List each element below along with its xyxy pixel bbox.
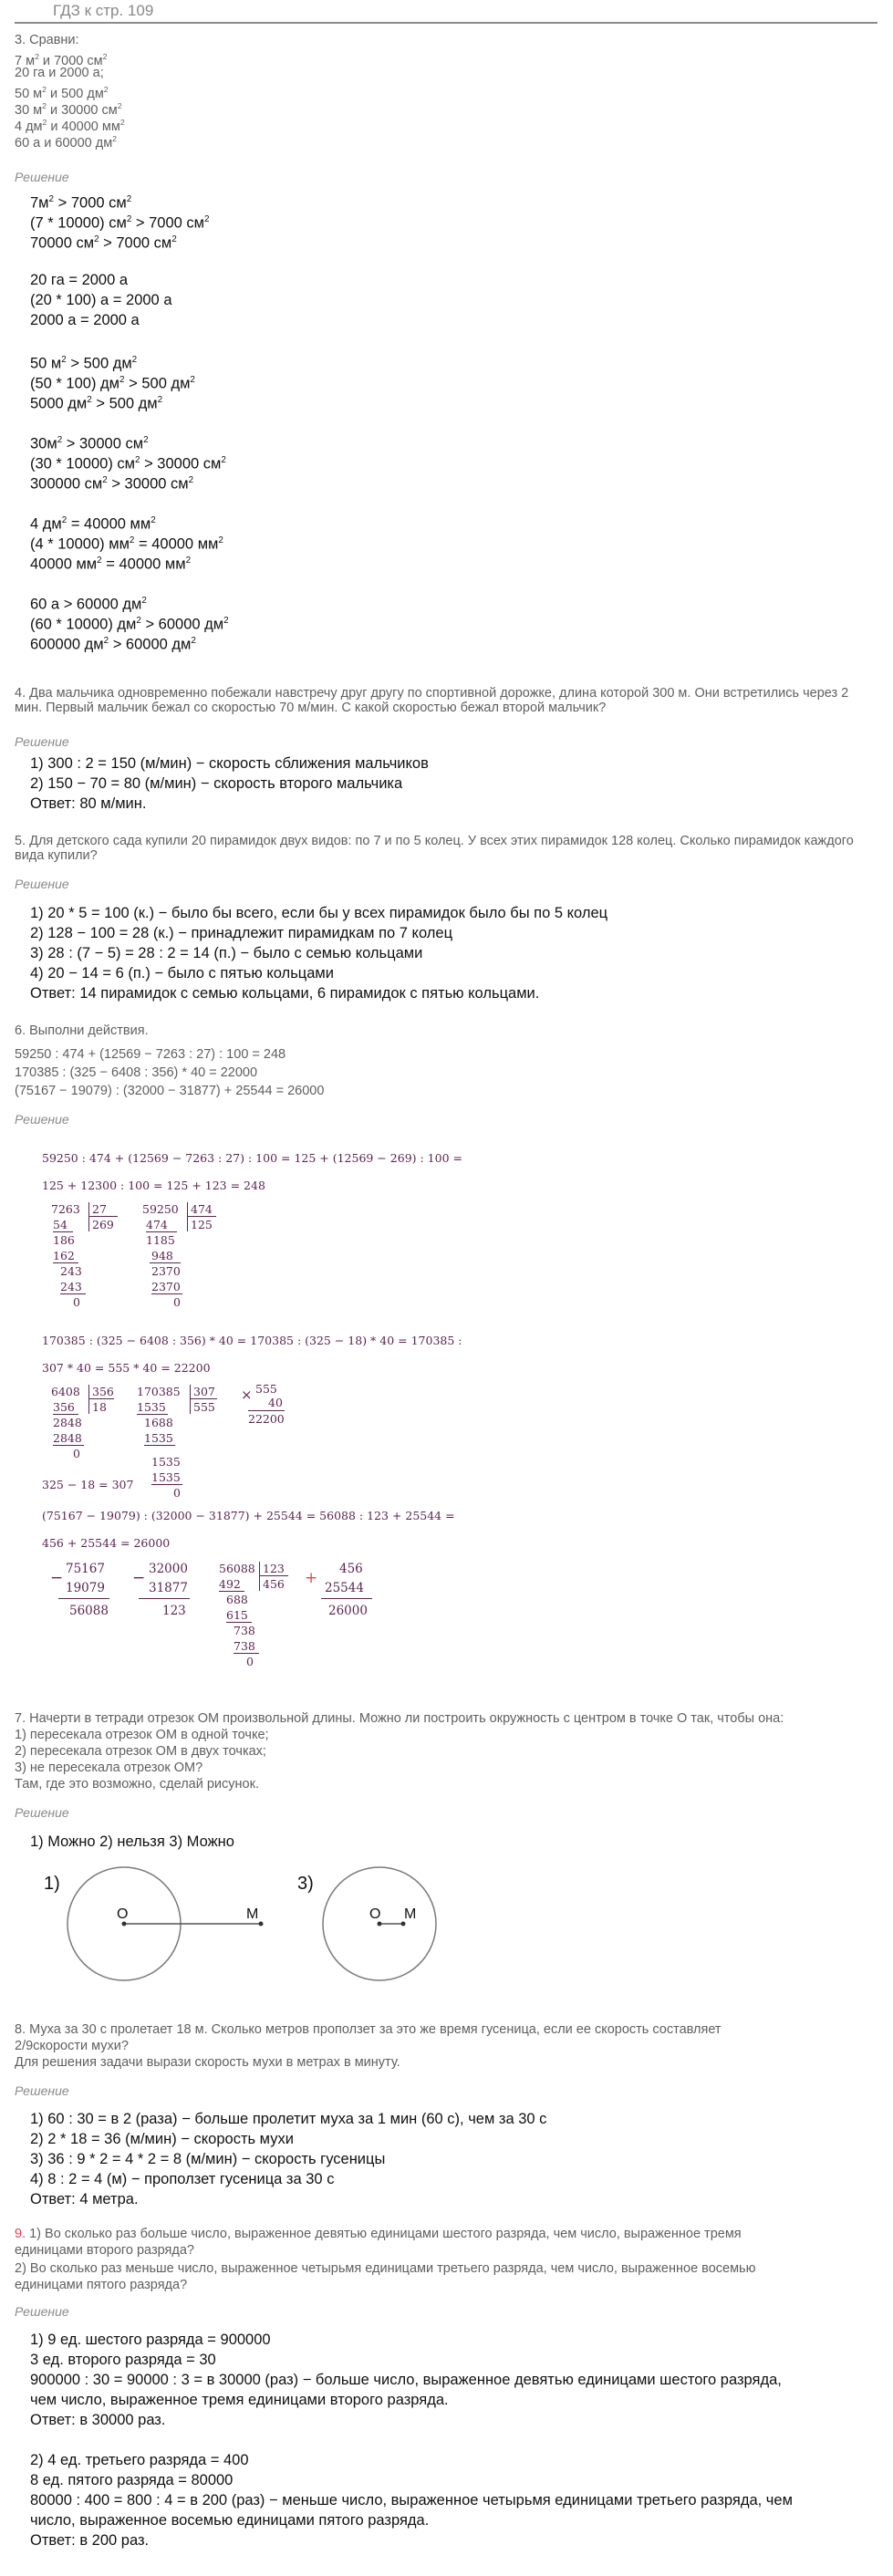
task9-text: единицами второго разряда? (15, 2243, 194, 2258)
superscript: 2 (135, 455, 140, 465)
times-sign: × (241, 1387, 253, 1403)
divisor: 474 (191, 1202, 213, 1216)
difference: 56088 (69, 1604, 109, 1618)
text: 30м (30, 435, 57, 452)
text: 20 га и 2000 а; (15, 66, 104, 80)
text: > 30000 см (107, 475, 189, 493)
step: 1688 (144, 1416, 173, 1429)
plus-sign: + (305, 1569, 318, 1587)
task4-solution-line: 2) 150 − 70 = 80 (м/мин) − скорость второго мальчика (30, 775, 403, 792)
superscript: 2 (102, 475, 108, 485)
text: (7 * 10000) см (30, 214, 127, 232)
dividend: 6408 (51, 1385, 80, 1398)
task3-item (15, 66, 104, 80)
sum: 26000 (328, 1604, 368, 1618)
task5-text: 5. Для детского сада купили 20 пирамидок двух видов: по 7 и по 5 колец. У всех этих пирамидок 128 колец. Сколько пирамидок каждого вида купили? (15, 834, 854, 863)
text: 7 м (15, 53, 36, 68)
dividend: 170385 (137, 1385, 181, 1398)
text: 300000 см (30, 475, 103, 493)
task3-solution-line (30, 310, 140, 330)
step: 1535 (144, 1431, 173, 1445)
text: 70000 см (30, 234, 95, 252)
task8-solution-line: 2) 2 * 18 = 36 (м/мин) − скорость мухи (30, 2131, 294, 2147)
superscript: 2 (218, 535, 223, 545)
text: 40000 мм (30, 556, 98, 573)
text: 600000 дм (30, 636, 104, 653)
task3-solution-line (30, 390, 162, 414)
text: 30 м (15, 102, 43, 118)
solution-label: Решение (15, 734, 69, 749)
task9-number: 9. (15, 2227, 26, 2241)
superscript: 2 (204, 214, 210, 224)
minus-sign: − (50, 1569, 64, 1587)
superscript: 2 (103, 85, 109, 94)
hw-line: 59250 : 474 + (12569 − 7263 : 27) : 100 = 125 + (12569 − 269) : 100 = (42, 1151, 462, 1165)
hw-line: 170385 : (325 − 6408 : 356) * 40 = 170385 : (325 − 18) * 40 = 170385 : (42, 1334, 462, 1347)
hw-line: 307 * 40 = 555 * 40 = 22200 (42, 1361, 211, 1375)
task3-solution-line (30, 270, 128, 290)
task9-solution-line: 80000 : 400 = 800 : 4 = в 200 (раз) − меньше число, выраженное четырьмя единицами третьего разряда, чем (30, 2492, 793, 2508)
superscript: 2 (48, 194, 55, 204)
step: 738 (234, 1639, 255, 1653)
text: 5000 дм (30, 395, 88, 412)
task8-solution-line: 3) 36 : 9 * 2 = 4 * 2 = 8 (м/мин) − скорость гусеницы (30, 2151, 386, 2167)
task4-solution-line: 1) 300 : 2 = 150 (м/мин) − скорость сближения мальчиков (30, 755, 429, 772)
task4-answer: Ответ: 80 м/мин. (30, 795, 147, 812)
step: 0 (246, 1655, 254, 1668)
text: 60 а и 60000 дм (15, 135, 113, 151)
dividend: 59250 (142, 1202, 179, 1216)
step: 2848 (53, 1416, 82, 1429)
dividend: 56088 (219, 1562, 255, 1575)
task9-solution-line: число, выраженное восемью единицами пятого разряда. (30, 2512, 430, 2529)
task8-text: Для решения задачи вырази скорость мухи в метрах в минуту. (15, 2055, 400, 2070)
text: > 7000 см (131, 214, 205, 232)
step: 1185 (146, 1233, 175, 1247)
task9-answer: Ответ: в 30000 раз. (30, 2412, 166, 2428)
figure-label: 1) (44, 1874, 60, 1894)
point-m: М (404, 1906, 417, 1922)
text: (60 * 10000) дм (30, 616, 137, 633)
superscript: 2 (190, 375, 195, 385)
text: 4 дм (30, 515, 62, 533)
text: 50 м (15, 86, 43, 101)
divisor: 27 (92, 1202, 107, 1216)
superscript: 2 (35, 52, 39, 61)
task6-item: 59250 : 474 + (12569 − 7263 : 27) : 100 = 248 (15, 1047, 286, 1062)
step: 2848 (53, 1431, 82, 1445)
quotient: 18 (92, 1400, 107, 1414)
text: = 40000 мм (67, 515, 151, 533)
step: 243 (60, 1280, 82, 1293)
task7-text: 1) пересекала отрезок ОМ в одной точке; (15, 1728, 269, 1742)
text: 7м (30, 194, 49, 212)
superscript: 2 (131, 355, 138, 365)
solution-label: Решение (15, 2304, 69, 2319)
task7-answer: 1) Можно 2) нельзя 3) Можно (30, 1833, 234, 1850)
task9-solution-line: 2) 4 ед. третьего разряда = 400 (30, 2452, 249, 2468)
circle-diagram-1 (64, 1861, 283, 1989)
minuend: 75167 (66, 1562, 105, 1576)
point-o: О (369, 1906, 381, 1922)
superscript: 2 (126, 194, 132, 204)
step: 0 (73, 1295, 80, 1309)
task8-solution-line: 4) 8 : 2 = 4 (м) − проползет гусеница за 30 с (30, 2171, 335, 2187)
text: > 30000 см (140, 455, 222, 473)
step: 948 (151, 1249, 173, 1262)
task7-text: 7. Начерти в тетради отрезок ОМ произвольной длины. Можно ли построить окружность с центром в точке О так, чтобы она: (15, 1711, 784, 1726)
task3-solution-line (30, 230, 177, 254)
text: 2000 а = 2000 а (30, 312, 140, 328)
text: > 500 дм (66, 355, 132, 372)
task5-solution-line: 4) 20 − 14 = 6 (п.) − было с пятью кольцами (30, 965, 334, 982)
task8-solution-line: 1) 60 : 30 = в 2 (раза) − больше пролетит муха за 1 мин (60 с), чем за 30 с (30, 2111, 547, 2127)
quotient: 125 (191, 1218, 213, 1231)
quotient: 456 (263, 1577, 285, 1591)
hw-line: 325 − 18 = 307 (42, 1478, 134, 1491)
task9-text: единицами пятого разряда? (15, 2278, 188, 2292)
step: 243 (60, 1264, 82, 1278)
dividend: 7263 (51, 1202, 80, 1216)
hw-line: 125 + 12300 : 100 = 125 + 123 = 248 (42, 1179, 265, 1192)
superscript: 2 (42, 85, 47, 94)
task4-text: 4. Два мальчика одновременно побежали навстречу друг другу по спортивной дорожке, длина которой 300 м. Они встретились через 2 мин. Первый мальчик бежал со скоростью 70 м/мин. С какой скоростью бежал второй мальчик? (15, 686, 849, 715)
text: (20 * 100) а = 2000 а (30, 292, 172, 308)
text: > 60000 дм (109, 636, 192, 653)
task9-solution-line: 8 ед. пятого разряда = 80000 (30, 2472, 234, 2488)
text: (50 * 100) дм (30, 375, 120, 392)
superscript: 2 (87, 395, 92, 405)
step: 186 (53, 1233, 75, 1247)
divisor: 307 (193, 1385, 215, 1398)
superscript: 2 (126, 214, 132, 224)
superscript: 2 (61, 355, 67, 365)
superscript: 2 (171, 234, 177, 244)
superscript: 2 (191, 636, 196, 646)
step: 2370 (151, 1264, 181, 1278)
text: 20 га = 2000 а (30, 272, 129, 288)
circle-diagram-3 (319, 1861, 447, 1989)
step: 738 (234, 1624, 255, 1637)
solution-label: Решение (15, 877, 69, 891)
task3-solution-line (30, 631, 196, 655)
text: > 7000 см (54, 194, 127, 212)
step: 0 (173, 1486, 181, 1500)
superscript: 2 (42, 101, 47, 110)
superscript: 2 (119, 375, 125, 385)
task9-solution-line: 3 ед. второго разряда = 30 (30, 2352, 216, 2368)
step: 615 (226, 1608, 248, 1622)
task3-title: 3. Сравни: (15, 33, 79, 47)
subtrahend: 31877 (149, 1581, 188, 1595)
text: и 7000 см (38, 53, 103, 68)
hw-line: (75167 − 19079) : (32000 − 31877) + 25544 = 56088 : 123 + 25544 = (42, 1509, 455, 1522)
step: 54 (53, 1218, 67, 1231)
text: и 500 дм (46, 86, 104, 101)
task7-text: 3) не пересекала отрезок ОМ? (15, 1761, 203, 1775)
text: и 30000 см (46, 102, 118, 118)
divisor: 123 (263, 1562, 285, 1575)
factor: 40 (268, 1396, 283, 1409)
task9-solution-line: 1) 9 ед. шестого разряда = 900000 (30, 2332, 271, 2348)
task9-answer: Ответ: в 200 раз. (30, 2532, 150, 2549)
superscript: 2 (185, 556, 192, 566)
superscript: 2 (221, 455, 226, 465)
point-m: М (246, 1906, 259, 1922)
superscript: 2 (94, 234, 99, 244)
superscript: 2 (112, 134, 118, 143)
superscript: 2 (103, 636, 109, 646)
task5-solution-line: 2) 128 − 100 = 28 (к.) − принадлежит пирамидкам по 7 колец (30, 925, 453, 941)
step: 474 (146, 1218, 168, 1231)
solution-label: Решение (15, 1112, 69, 1127)
superscript: 2 (157, 395, 163, 405)
text: 60 а > 60000 дм (30, 596, 142, 613)
step: 1535 (151, 1455, 181, 1469)
task9-question-1: 1) Во сколько раз больше число, выраженное девятью единицами шестого разряда, чем число, выраженное тремя (26, 2227, 742, 2241)
task9-text: 2) Во сколько раз меньше число, выраженное четырьмя единицами третьего разряда, чем число, выраженное восемью (15, 2261, 756, 2276)
difference: 123 (162, 1604, 186, 1618)
task3-item (15, 131, 117, 151)
text: 4 дм (15, 119, 43, 134)
step: 688 (226, 1593, 248, 1606)
text: > 7000 см (99, 234, 172, 252)
hw-line: 456 + 25544 = 26000 (42, 1536, 171, 1550)
step: 492 (219, 1577, 241, 1591)
text: (4 * 10000) мм (30, 535, 130, 553)
task7-text: 2) пересекала отрезок ОМ в двух точках; (15, 1744, 266, 1759)
superscript: 2 (223, 616, 229, 626)
superscript: 2 (117, 101, 122, 110)
superscript: 2 (119, 118, 125, 127)
superscript: 2 (151, 515, 156, 525)
task7-text: Там, где это возможно, сделай рисунок. (15, 1777, 259, 1792)
task8-text: 8. Муха за 30 с пролетает 18 м. Сколько метров проползет за это же время гусеница, если ее скорость составляет (15, 2022, 722, 2037)
divisor: 356 (92, 1385, 114, 1398)
solution-label: Решение (15, 2083, 69, 2098)
addend: 25544 (325, 1581, 364, 1595)
text: > 500 дм (91, 395, 158, 412)
page-header (15, 0, 877, 24)
text: (30 * 10000) см (30, 455, 135, 473)
superscript: 2 (141, 596, 147, 606)
addend: 456 (339, 1562, 363, 1576)
superscript: 2 (188, 475, 194, 485)
step: 0 (73, 1447, 80, 1460)
page-title: ГДЗ к стр. 109 (53, 2, 154, 19)
text: > 500 дм (124, 375, 191, 392)
figure-label: 3) (297, 1874, 314, 1894)
text: > 60000 дм (140, 616, 224, 633)
superscript: 2 (136, 616, 141, 626)
factor: 555 (255, 1382, 277, 1396)
solution-label: Решение (15, 1805, 69, 1820)
step: 1535 (151, 1470, 181, 1484)
step: 162 (53, 1249, 75, 1262)
text: = 40000 мм (101, 556, 186, 573)
task6-title: 6. Выполни действия. (15, 1023, 149, 1038)
text: > 30000 см (62, 435, 144, 452)
step: 0 (173, 1295, 181, 1309)
task5-solution-line: 3) 28 : (7 − 5) = 28 : 2 = 14 (п.) − было с семью кольцами (30, 945, 423, 961)
quotient: 269 (92, 1218, 114, 1231)
text: = 40000 мм (134, 535, 219, 553)
task3-solution-line (30, 471, 193, 494)
minus-sign: − (132, 1569, 146, 1587)
quotient: 555 (193, 1400, 215, 1414)
task9-solution-line: 900000 : 30 = 90000 : 3 = в 30000 (раз) − больше число, выраженное девятью единицами шестого разряда, (30, 2372, 782, 2388)
text: и 40000 мм (47, 119, 120, 134)
task9-solution-line: чем число, выраженное тремя единицами второго разряда. (30, 2392, 449, 2408)
superscript: 2 (129, 535, 135, 545)
task3-solution-line (30, 551, 191, 575)
step: 2370 (151, 1280, 181, 1293)
task5-answer: Ответ: 14 пирамидок с семью кольцами, 6 пирамидок с пятью кольцами. (30, 985, 540, 1002)
task9-text (15, 2227, 742, 2241)
task8-answer: Ответ: 4 метра. (30, 2191, 139, 2207)
text: 50 м (30, 355, 62, 372)
task6-item: (75167 − 19079) : (32000 − 31877) + 25544 = 26000 (15, 1084, 325, 1098)
product: 22200 (248, 1412, 285, 1426)
task6-item: 170385 : (325 − 6408 : 356) * 40 = 22000 (15, 1065, 258, 1080)
superscript: 2 (97, 556, 102, 566)
superscript: 2 (42, 118, 47, 127)
minuend: 32000 (149, 1562, 188, 1576)
step: 356 (53, 1400, 75, 1414)
superscript: 2 (57, 435, 63, 445)
superscript: 2 (143, 435, 149, 445)
task8-text: 2/9скорости мухи? (15, 2039, 129, 2053)
solution-label: Решение (15, 170, 69, 184)
superscript: 2 (61, 515, 67, 525)
subtrahend: 19079 (66, 1581, 105, 1595)
task5-solution-line: 1) 20 * 5 = 100 (к.) − было бы всего, если бы у всех пирамидок было бы по 5 колец (30, 905, 608, 921)
superscript: 2 (102, 52, 108, 61)
point-o: О (117, 1906, 129, 1922)
task3-solution-line (30, 290, 172, 310)
step: 1535 (137, 1400, 166, 1414)
